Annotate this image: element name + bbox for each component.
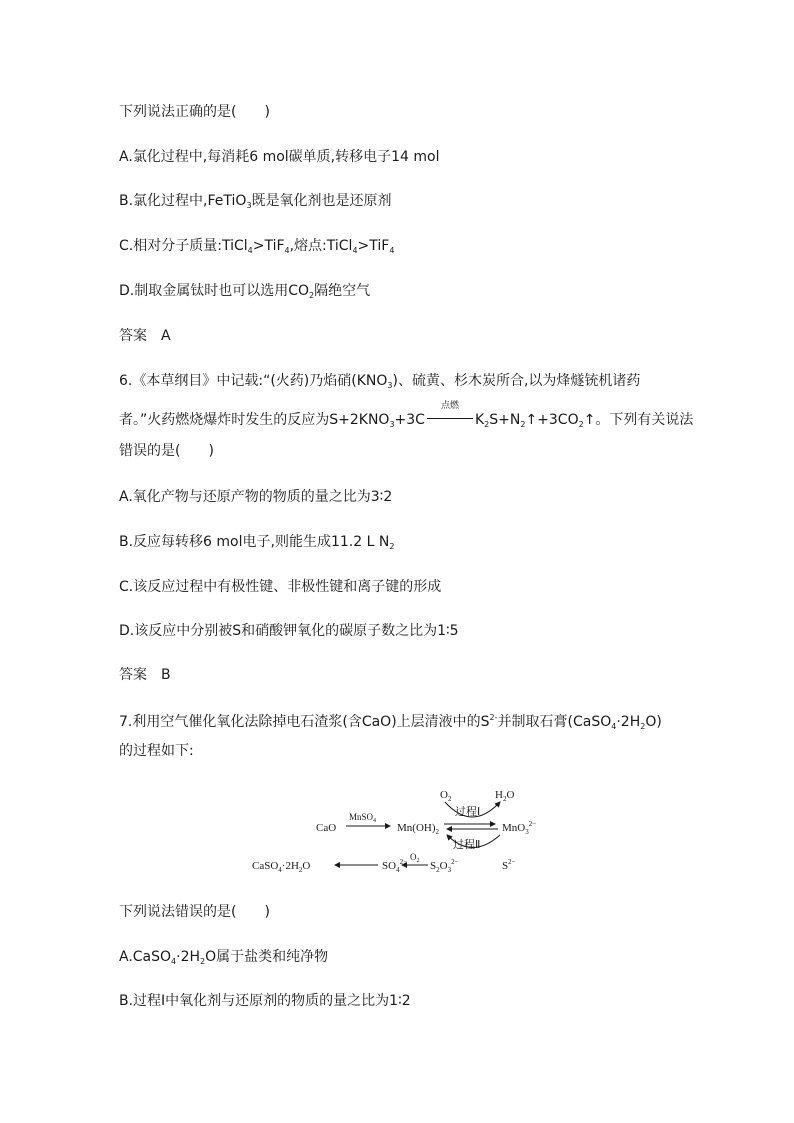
q6-stem-line2: 者。”火药燃烧爆炸时发生的反应为$S+2KNO_3+3C$ 点燃 $K_2S+N_2↑+3CO_2↑$。下列有关说法 [119, 401, 694, 429]
reaction-condition-arrow [425, 401, 475, 427]
q7-option-b: B.过程Ⅰ中氧化剂与还原剂的物质的量之比为1∶2 [119, 993, 411, 1009]
q5-option-a: A.氯化过程中,每消耗6 mol碳单质,转移电子14 mol [119, 149, 440, 165]
q6-option-c: C.该反应过程中有极性键、非极性键和离子键的形成 [119, 579, 442, 595]
q5-option-b: B.氯化过程中,FeTiO$_3$既是氧化剂也是还原剂 [119, 193, 392, 210]
q7-stem-line1: 7.利用空气催化氧化法除掉电石渣浆(含CaO)上层清液中的$S^{2-}$并制取石膏$(CaSO_4\cdot 2H_2O)$ [119, 713, 662, 731]
mno3-label: MnO$_3^{2-}$ [502, 820, 537, 836]
process-2-label: 过程Ⅱ [453, 839, 481, 851]
q6-option-b: B.反应每转移6 mol电子,则能生成11.2 L $N_2$ [119, 534, 395, 551]
so4-label: $SO_4^{2-}$ [382, 858, 408, 874]
h2o-top-label: $H_2O$ [495, 789, 515, 803]
caso4-label: $CaSO_4\cdot 2H_2O$ [252, 860, 311, 874]
mnso4-label: MnSO$_4$ [349, 812, 377, 824]
q5-stem: 下列说法正确的是( ) [119, 104, 270, 120]
q6-option-a: A.氧化产物与还原产物的物质的量之比为3∶2 [119, 489, 393, 505]
q5-option-c: C.相对分子质量:TiCl$_4$>TiF$_4$,熔点:TiCl$_4$>TiF$_4$ [119, 238, 395, 255]
q6-stem-line1: 6.《本草纲目》中记载:“(火药)乃焰硝$(KNO_3)$、硫黄、杉木炭所合,以为烽燧铳机诸药 [119, 373, 641, 390]
q6-option-d: D.该反应中分别被S和硝酸钾氧化的碳原子数之比为1∶5 [119, 623, 459, 639]
reaction-condition: 点燃 [440, 401, 459, 411]
q5-answer: 答案 A [119, 328, 171, 344]
process-1-label: 过程Ⅰ [455, 806, 481, 818]
s2o3-label: $S_2O_3^{2-}$ [430, 858, 459, 874]
process-flow-diagram [250, 780, 550, 880]
mnoh2-label: $Mn(OH)_2$ [397, 822, 439, 836]
q6-answer: 答案 B [119, 667, 171, 683]
s2-label: $S^{2-}$ [502, 858, 516, 872]
q7-stem: 下列说法错误的是( ) [119, 904, 270, 920]
o2-top-label: $O_2$ [440, 789, 452, 803]
o2-arrow-label: $O_2$ [410, 852, 420, 864]
reaction-line [427, 418, 473, 419]
cao-label: CaO [316, 822, 337, 834]
q5-option-d: D.制取金属钛时也可以选用$CO_2$隔绝空气 [119, 283, 371, 300]
q7-stem-line2: 的过程如下: [119, 743, 194, 759]
q7-option-a: $A.CaSO_4\cdot 2H_2O$属于盐类和纯净物 [119, 949, 329, 966]
q6-stem-line3: 错误的是( ) [119, 443, 214, 459]
